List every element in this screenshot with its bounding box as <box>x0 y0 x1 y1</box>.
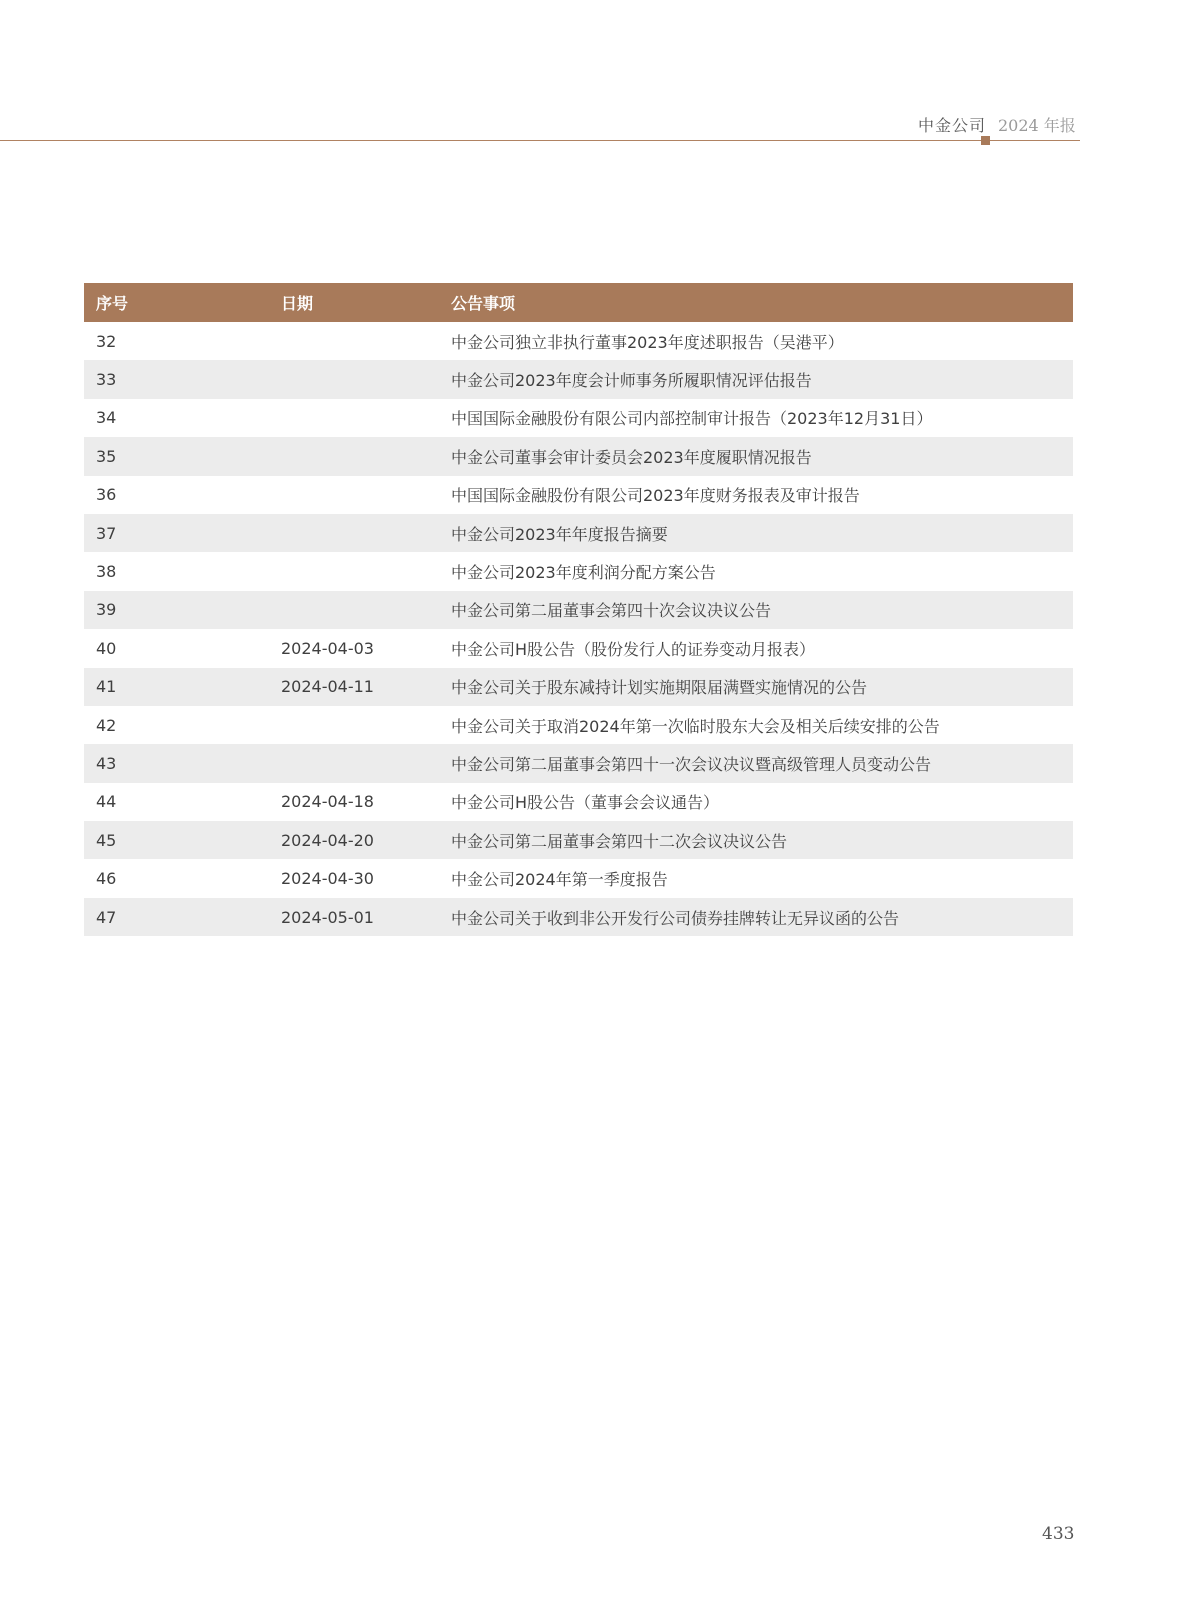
row-number: 35 <box>96 446 117 466</box>
row-item: 中金公司2023年度会计师事务所履职情况评估报告 <box>451 371 812 391</box>
table-row <box>84 744 1073 782</box>
row-item: 中金公司关于股东减持计划实施期限届满暨实施情况的公告 <box>451 678 868 698</box>
table-row <box>84 552 1073 590</box>
table-row <box>84 476 1073 514</box>
row-number: 47 <box>96 907 117 927</box>
table-row <box>84 399 1073 437</box>
row-item: 中金公司H股公告（股份发行人的证券变动月报表） <box>451 639 816 659</box>
table-row <box>84 898 1073 936</box>
table-header <box>84 283 1073 322</box>
row-date: 2024-04-03 <box>281 638 374 658</box>
row-number: 44 <box>96 792 117 812</box>
row-item: 中金公司2024年第一季度报告 <box>451 870 668 890</box>
table-row <box>84 360 1073 398</box>
table-row <box>84 783 1073 821</box>
announcement-table <box>84 283 1073 936</box>
row-number: 34 <box>96 408 117 428</box>
table-row <box>84 668 1073 706</box>
row-item: 中国国际金融股份有限公司2023年度财务报表及审计报告 <box>451 486 860 506</box>
row-number: 45 <box>96 830 117 850</box>
table-row <box>84 821 1073 859</box>
row-item: 中金公司董事会审计委员会2023年度履职情况报告 <box>451 447 812 467</box>
table-row <box>84 514 1073 552</box>
row-number: 40 <box>96 638 117 658</box>
table-row <box>84 859 1073 897</box>
row-number: 32 <box>96 331 117 351</box>
row-number: 36 <box>96 485 117 505</box>
row-date: 2024-04-11 <box>281 677 374 697</box>
row-number: 37 <box>96 523 117 543</box>
column-header-item: 公告事项 <box>451 294 516 313</box>
row-date: 2024-05-01 <box>281 907 374 927</box>
row-date: 2024-04-18 <box>281 792 374 812</box>
table-row <box>84 437 1073 475</box>
row-date: 2024-04-30 <box>281 869 374 889</box>
row-number: 42 <box>96 715 117 735</box>
table-row <box>84 322 1073 360</box>
column-header-date: 日期 <box>281 294 314 313</box>
table-row <box>84 591 1073 629</box>
row-item: 中金公司H股公告（董事会会议通告） <box>451 793 720 813</box>
header-company: 中金公司 <box>918 116 987 135</box>
row-item: 中金公司独立非执行董事2023年度述职报告（吴港平） <box>451 332 844 352</box>
row-date: 2024-04-20 <box>281 830 374 850</box>
row-item: 中金公司关于取消2024年第一次临时股东大会及相关后续安排的公告 <box>451 716 940 736</box>
row-item: 中金公司2023年年度报告摘要 <box>451 524 668 544</box>
row-number: 41 <box>96 677 117 697</box>
row-item: 中金公司第二届董事会第四十二次会议决议公告 <box>451 831 788 851</box>
row-item: 中金公司第二届董事会第四十次会议决议公告 <box>451 601 772 621</box>
row-number: 38 <box>96 562 117 582</box>
row-item: 中金公司关于收到非公开发行公司债券挂牌转让无异议函的公告 <box>451 908 900 928</box>
header-rule <box>0 140 1080 141</box>
page-number: 433 <box>1042 1524 1075 1544</box>
row-number: 43 <box>96 753 117 773</box>
table-body <box>84 322 1073 936</box>
header-marker <box>981 136 990 145</box>
row-item: 中金公司第二届董事会第四十一次会议决议暨高级管理人员变动公告 <box>451 754 932 774</box>
row-number: 46 <box>96 869 117 889</box>
row-number: 33 <box>96 370 117 390</box>
table-row <box>84 706 1073 744</box>
row-item: 中金公司2023年度利润分配方案公告 <box>451 563 716 583</box>
row-item: 中国国际金融股份有限公司内部控制审计报告（2023年12月31日） <box>451 409 933 429</box>
row-number: 39 <box>96 600 117 620</box>
table-row <box>84 629 1073 667</box>
header-report-title: 2024 年报 <box>998 116 1076 135</box>
column-header-number: 序号 <box>96 294 129 313</box>
